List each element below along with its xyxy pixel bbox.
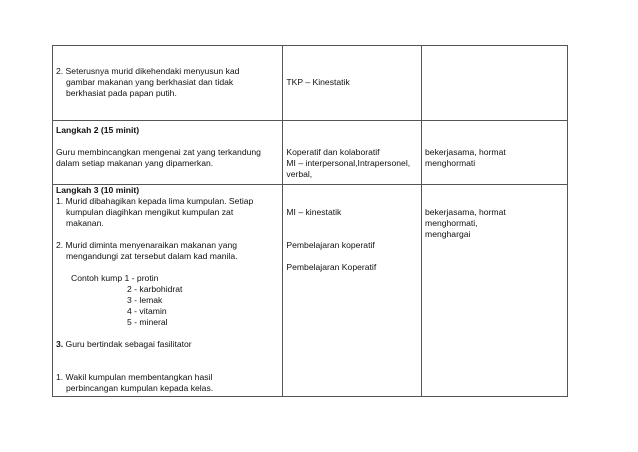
activity-cell — [53, 121, 283, 185]
activity-line — [56, 339, 279, 350]
strategy-cell — [283, 185, 422, 397]
step-text: Guru bertindak sebagai fasilitator — [63, 339, 192, 349]
step-number: 3. — [56, 339, 64, 349]
kump-item: 4 - vitamin — [127, 306, 167, 316]
values-line: bekerjasama, hormat — [425, 147, 506, 157]
step-heading: Langkah 2 (15 minit) — [56, 125, 140, 135]
activity-line: 1. Murid dibahagikan kepada lima kumpulan. Setiap — [56, 196, 254, 206]
strategy-line: Pembelajaran koperatif — [286, 240, 375, 250]
strategy-line: MI – kinestatik — [286, 207, 342, 217]
strategy-line: Koperatif dan kolaboratif — [286, 147, 380, 157]
strategy-cell — [283, 121, 422, 185]
strategy-cell — [283, 46, 422, 121]
values-cell — [422, 185, 568, 397]
activity-line: 2. Murid diminta menyenaraikan makanan yang — [56, 240, 238, 250]
kump-item: 5 - mineral — [127, 317, 168, 327]
activity-cell — [53, 46, 283, 121]
values-line: menghormati — [425, 158, 476, 168]
activity-line: 1. Wakil kumpulan membentangkan hasil — [56, 372, 213, 382]
values-cell — [422, 46, 568, 121]
activity-line: makanan. — [66, 218, 104, 228]
activity-cell — [53, 185, 283, 397]
step-heading: Langkah 3 (10 minit) — [56, 185, 140, 195]
strategy-text: TKP – Kinestatik — [286, 77, 350, 87]
activity-line: mengandungi zat tersebut dalam kad manila. — [66, 251, 238, 261]
lesson-plan-table — [52, 45, 568, 397]
values-cell — [422, 121, 568, 185]
activity-line: kumpulan diagihkan mengikut kumpulan zat — [66, 207, 234, 217]
table-row — [53, 121, 568, 185]
activity-line: gambar makanan yang berkhasiat dan tidak — [66, 77, 234, 87]
contoh-kump-line: Contoh kump 1 - protin — [71, 273, 159, 283]
values-line: bekerjasama, hormat — [425, 207, 506, 217]
table-row — [53, 46, 568, 121]
activity-line: perbincangan kumpulan kepada kelas. — [66, 383, 214, 393]
kump-item: 3 - lemak — [127, 295, 163, 305]
activity-line: berkhasiat pada papan putih. — [66, 88, 177, 98]
activity-line: 2. Seterusnya murid dikehendaki menyusun kad — [56, 66, 240, 76]
strategy-line: Pembelajaran Koperatif — [286, 262, 377, 272]
values-line: menghargai — [425, 229, 471, 239]
kump-item: 2 - karbohidrat — [127, 284, 183, 294]
activity-line: dalam setiap makanan yang dipamerkan. — [56, 158, 214, 168]
strategy-line: MI – interpersonal,Intrapersonel, — [286, 158, 411, 168]
values-line: menghormati, — [425, 218, 478, 228]
strategy-line: verbal, — [286, 169, 313, 179]
table-row — [53, 185, 568, 397]
activity-line: Guru membincangkan mengenai zat yang terkandung — [56, 147, 261, 157]
